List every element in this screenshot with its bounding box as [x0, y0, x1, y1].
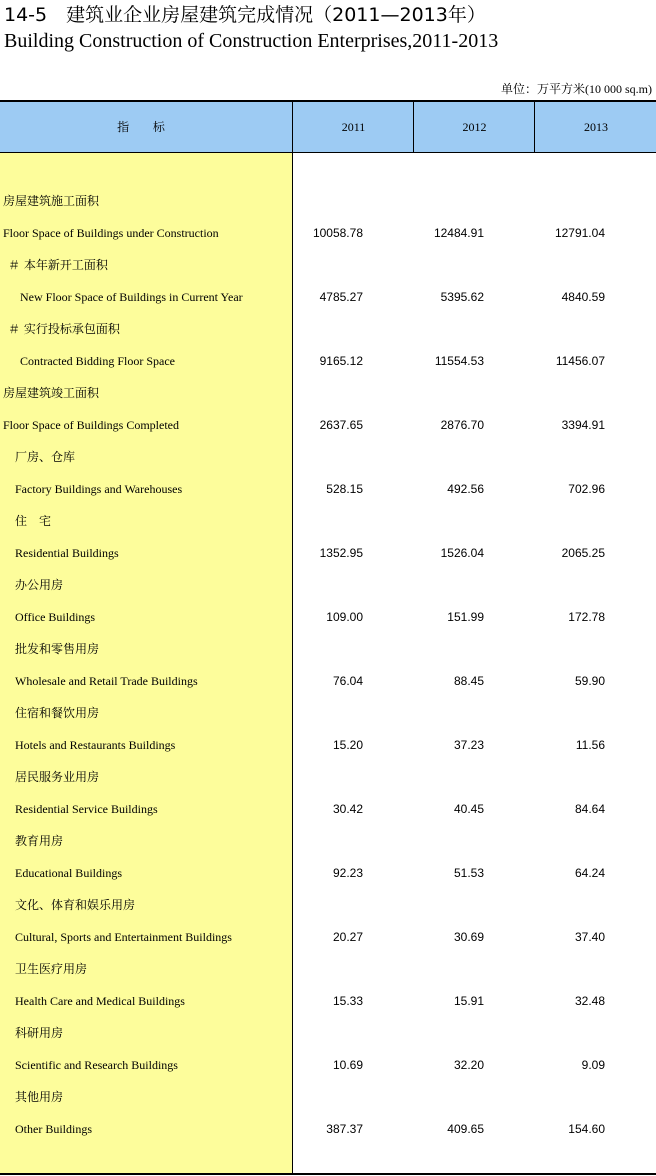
cell-value-2013: 11.56	[575, 738, 605, 752]
cell-value-2011: 30.42	[332, 802, 363, 816]
cell-value-2013: 84.64	[574, 802, 605, 816]
header-year-2011: 2011	[292, 102, 414, 152]
cell-value-2011: 10058.78	[312, 226, 363, 240]
cell-value-2012: 40.45	[453, 802, 484, 816]
data-table	[0, 100, 656, 1175]
row-label: Residential Buildings	[15, 546, 119, 560]
table-row	[0, 697, 656, 729]
row-label: 科研用房	[15, 1026, 64, 1040]
table-header-row	[0, 102, 656, 153]
cell-value-2013: 9.09	[581, 1058, 605, 1072]
row-label: Cultural, Sports and Entertainment Buildings	[15, 930, 232, 944]
cell-value-2013: 3394.91	[561, 418, 605, 432]
row-label: 办公用房	[15, 578, 64, 592]
table-row	[0, 1049, 656, 1081]
table-row	[0, 281, 656, 313]
row-label: Hotels and Restaurants Buildings	[15, 738, 176, 752]
cell-value-2012: 1526.04	[440, 546, 484, 560]
row-label: Scientific and Research Buildings	[15, 1058, 178, 1072]
row-label: 居民服务业用房	[15, 770, 100, 784]
table-row	[0, 921, 656, 953]
cell-value-2012: 5395.62	[440, 290, 484, 304]
cell-value-2011: 20.27	[332, 930, 363, 944]
row-label: 卫生医疗用房	[15, 962, 88, 976]
table-row	[0, 345, 656, 377]
header-indicator: 指 标	[117, 120, 175, 134]
unit-label-chinese: 单位：万平方米	[500, 82, 585, 96]
table-row	[0, 441, 656, 473]
table-row	[0, 793, 656, 825]
row-label: 住 宅	[15, 514, 52, 528]
table-row	[0, 985, 656, 1017]
table-row	[0, 1017, 656, 1049]
row-label: Contracted Bidding Floor Space	[20, 354, 175, 368]
cell-value-2012: 409.65	[447, 1122, 484, 1136]
cell-value-2011: 15.33	[332, 994, 363, 1008]
row-label: 房屋建筑竣工面积	[3, 386, 100, 400]
table-row	[0, 953, 656, 985]
row-label: Educational Buildings	[15, 866, 122, 880]
cell-value-2011: 76.04	[332, 674, 363, 688]
cell-value-2013: 154.60	[568, 1122, 605, 1136]
table-row	[0, 537, 656, 569]
table-row	[0, 601, 656, 633]
table-row	[0, 761, 656, 793]
table-row	[0, 313, 656, 345]
row-label: ＃ 实行投标承包面积	[8, 322, 120, 336]
cell-value-2013: 64.24	[574, 866, 605, 880]
table-row	[0, 665, 656, 697]
cell-value-2012: 492.56	[447, 482, 484, 496]
cell-value-2013: 11456.07	[555, 354, 605, 368]
row-label: Floor Space of Buildings under Construction	[3, 226, 219, 240]
cell-value-2011: 1352.95	[319, 546, 363, 560]
cell-value-2011: 15.20	[332, 738, 363, 752]
row-label: New Floor Space of Buildings in Current Year	[20, 290, 243, 304]
table-row	[0, 857, 656, 889]
cell-value-2012: 12484.91	[433, 226, 484, 240]
cell-value-2011: 10.69	[332, 1058, 363, 1072]
cell-value-2013: 37.40	[574, 930, 605, 944]
table-row	[0, 185, 656, 217]
header-year-2013: 2013	[534, 102, 656, 152]
row-label: 教育用房	[15, 834, 64, 848]
row-label: 批发和零售用房	[15, 642, 100, 656]
cell-value-2011: 92.23	[332, 866, 363, 880]
header-year-2012: 2012	[413, 102, 535, 152]
row-label: 住宿和餐饮用房	[15, 706, 100, 720]
table-row	[0, 569, 656, 601]
row-label: Residential Service Buildings	[15, 802, 158, 816]
table-row	[0, 409, 656, 441]
cell-value-2011: 387.37	[326, 1122, 363, 1136]
cell-value-2013: 32.48	[574, 994, 605, 1008]
cell-value-2013: 2065.25	[561, 546, 605, 560]
unit-label	[501, 82, 652, 96]
table-row	[0, 473, 656, 505]
table-row	[0, 217, 656, 249]
unit-label-english: (10 000 sq.m)	[585, 82, 652, 96]
cell-value-2013: 4840.59	[561, 290, 605, 304]
cell-value-2012: 15.91	[453, 994, 484, 1008]
cell-value-2011: 109.00	[326, 610, 363, 624]
cell-value-2011: 4785.27	[319, 290, 363, 304]
cell-value-2012: 37.23	[453, 738, 484, 752]
cell-value-2012: 30.69	[453, 930, 484, 944]
cell-value-2013: 12791.04	[554, 226, 605, 240]
table-row	[0, 633, 656, 665]
cell-value-2012: 88.45	[453, 674, 484, 688]
cell-value-2013: 59.90	[574, 674, 605, 688]
page-title-english: Building Construction of Construction Enterprises,2011-2013	[4, 30, 499, 52]
table-row	[0, 249, 656, 281]
cell-value-2012: 151.99	[447, 610, 484, 624]
row-label: Factory Buildings and Warehouses	[15, 482, 183, 496]
cell-value-2012: 51.53	[453, 866, 484, 880]
cell-value-2012: 2876.70	[440, 418, 484, 432]
row-label: ＃ 本年新开工面积	[8, 258, 108, 272]
table-row	[0, 1113, 656, 1145]
row-label: 其他用房	[15, 1090, 64, 1104]
table-row	[0, 729, 656, 761]
row-label: 厂房、仓库	[15, 450, 76, 464]
cell-value-2013: 172.78	[568, 610, 605, 624]
cell-value-2011: 9165.12	[319, 354, 363, 368]
cell-value-2013: 702.96	[568, 482, 605, 496]
cell-value-2011: 2637.65	[319, 418, 363, 432]
row-label: Wholesale and Retail Trade Buildings	[15, 674, 198, 688]
row-label: 房屋建筑施工面积	[3, 194, 100, 208]
row-label: Office Buildings	[15, 610, 96, 624]
row-label: Health Care and Medical Buildings	[15, 994, 185, 1008]
cell-value-2012: 11554.53	[434, 354, 484, 368]
table-row	[0, 889, 656, 921]
row-label: 文化、体育和娱乐用房	[15, 898, 136, 912]
row-label: Floor Space of Buildings Completed	[3, 418, 179, 432]
table-row	[0, 505, 656, 537]
table-row	[0, 377, 656, 409]
cell-value-2011: 528.15	[326, 482, 363, 496]
table-row	[0, 1081, 656, 1113]
row-label: Other Buildings	[15, 1122, 92, 1136]
cell-value-2012: 32.20	[453, 1058, 484, 1072]
table-row	[0, 825, 656, 857]
page-title-chinese: 14-5 建筑业企业房屋建筑完成情况（2011—2013年）	[4, 4, 486, 26]
